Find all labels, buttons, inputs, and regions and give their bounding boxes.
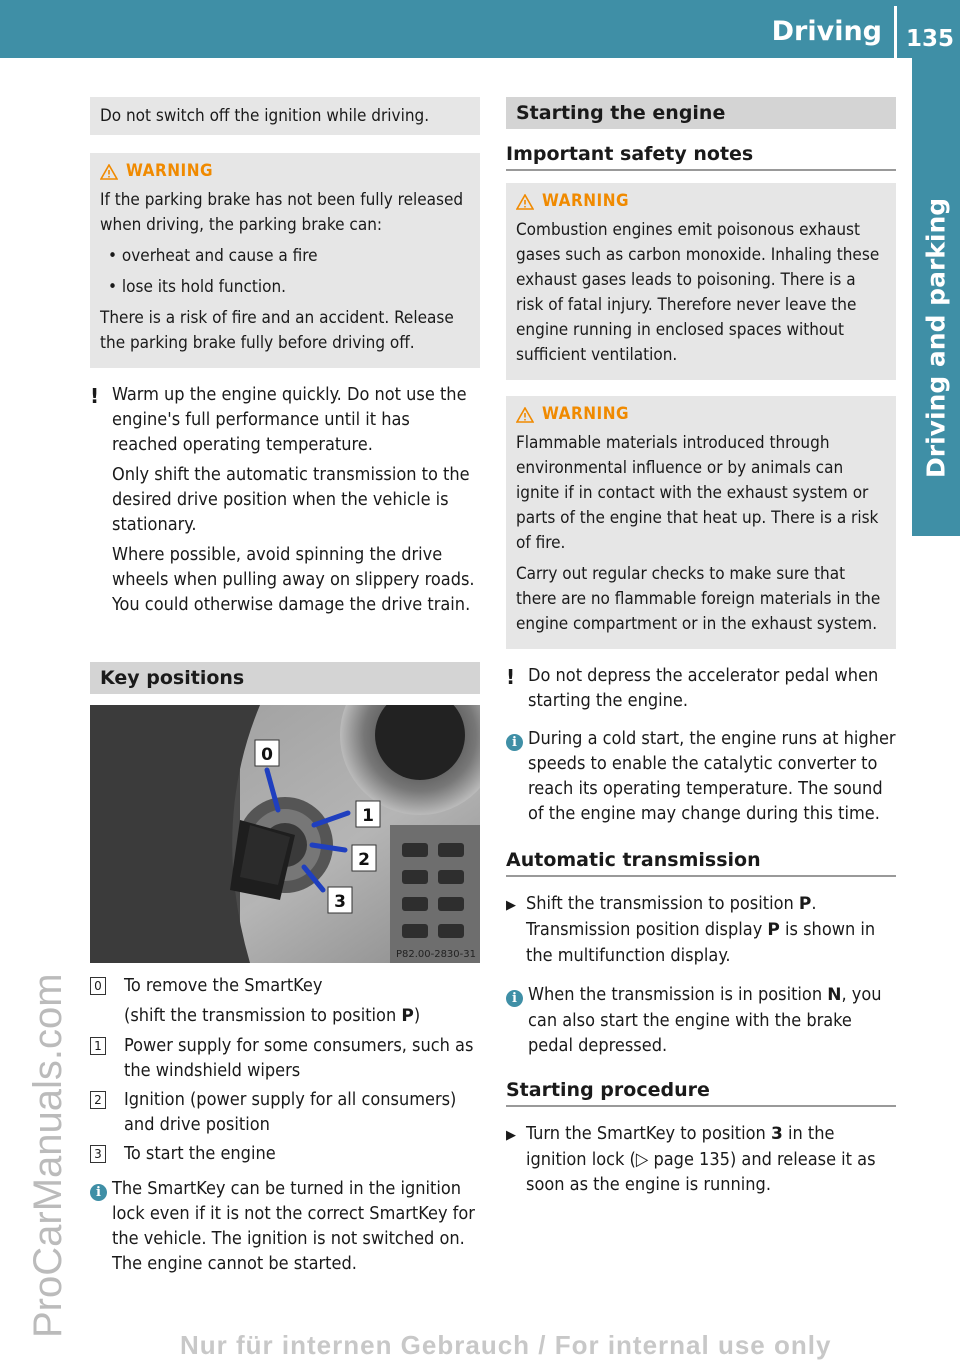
header-section-title: Driving [771, 16, 882, 47]
side-tab-label: Driving and parking [921, 197, 951, 478]
header-divider [894, 6, 897, 58]
exhaust-gas-warning: WARNING Combustion engines emit poisonous exhaust gases such as carbon monoxide. Inhaling these exhaust gases leads to poisoning. There is a risk of fatal injury. Therefore never leave the engine running in enclosed spaces without sufficient ventilation. [506, 183, 896, 380]
step-arrow-icon: ▶ [506, 1128, 516, 1143]
ignition-lock-photo [90, 705, 480, 963]
right-column [506, 97, 896, 1197]
ignition-note: Do not switch off the ignition while driving. [90, 97, 480, 135]
starting-engine-heading: Starting the engine [506, 97, 896, 129]
position-number: 3 [90, 1145, 106, 1163]
exclamation-icon: ! [90, 384, 100, 408]
key-label-2: 2 [358, 850, 370, 870]
image-code: P82.00-2830-31 [395, 949, 476, 960]
caution-paragraph: Where possible, avoid spinning the drive wheels when pulling away on slippery roads. You could otherwise damage the drive train. [112, 544, 475, 615]
legend-item: 0 To remove the SmartKey (shift the transmission to position P) [90, 973, 480, 1029]
exclamation-icon: ! [506, 665, 516, 689]
info-icon: i [90, 1184, 107, 1201]
flammable-materials-warning: WARNING Flammable materials introduced through environmental influence or by animals can ignite if in contact with the exhaust system or parts of the engine that heat up. There is a risk of fire. Carry out regular checks to make sure that there are no flammable foreign materials in the engine compartment or in the exhaust system. [506, 396, 896, 649]
warning-title: WARNING [516, 402, 886, 427]
bottom-watermark: Nur für internen Gebrauch / For internal use only [180, 1330, 832, 1360]
accelerator-caution-note: ! Do not depress the accelerator pedal when starting the engine. [506, 665, 879, 711]
caution-paragraph: Only shift the automatic transmission to the desired drive position when the vehicle is stationary. [112, 464, 470, 535]
key-label-1: 1 [362, 806, 374, 826]
automatic-transmission-heading: Automatic transmission [506, 849, 896, 877]
caution-paragraph: Warm up the engine quickly. Do not use the engine's full performance until it has reached operating temperature. [112, 384, 467, 455]
instruction-step: ▶ Turn the SmartKey to position 3 in the ignition lock (▷ page 135) and release it as soon as the engine is running. [506, 1123, 876, 1195]
info-icon: i [506, 990, 523, 1007]
position-number: 2 [90, 1091, 106, 1109]
warning-triangle-icon [100, 164, 118, 180]
cold-start-info-note: i During a cold start, the engine runs at higher speeds to enable the catalytic converter to reach its operating temperature. The sound of the engine may change during this time. [506, 726, 896, 831]
page-number: 135 [906, 26, 955, 52]
instruction-step: ▶ Shift the transmission to position P. Transmission position display P is shown in the multifunction display. [506, 893, 876, 966]
key-label-3: 3 [334, 892, 346, 912]
warning-title: WARNING [516, 189, 886, 214]
position-number: 1 [90, 1037, 106, 1055]
starting-procedure-heading: Starting procedure [506, 1079, 896, 1107]
warning-outro: There is a risk of fire and an accident. Release the parking brake fully before driving off. [100, 308, 454, 353]
safety-notes-heading: Important safety notes [506, 143, 896, 171]
info-icon: i [506, 734, 523, 751]
smartkey-info-note: i The SmartKey can be turned in the ignition lock even if it is not the correct SmartKey for the vehicle. The ignition is not switched on. The engine cannot be started. [90, 1176, 480, 1281]
caution-note [90, 382, 480, 622]
side-watermark: ProCarManuals.com [26, 973, 70, 1338]
key-label-0: 0 [261, 745, 273, 765]
key-positions-legend [90, 973, 480, 1166]
warning-triangle-icon [516, 407, 534, 423]
warning-triangle-icon [516, 194, 534, 210]
key-positions-heading: Key positions [90, 662, 480, 694]
warning-bullet: • overheat and cause a fire [100, 244, 470, 269]
warning-bullet: • lose its hold function. [100, 275, 470, 300]
step-arrow-icon: ▶ [506, 898, 516, 913]
legend-item: 3 To start the engine [90, 1141, 480, 1166]
neutral-info-note: i When the transmission is in position N, you can also start the engine with the brake pedal depressed. [506, 982, 896, 1063]
warning-intro: If the parking brake has not been fully released when driving, the parking brake can: [100, 190, 464, 235]
warning-title: WARNING [100, 159, 470, 184]
position-number: 0 [90, 977, 106, 995]
left-column [90, 97, 480, 1281]
legend-item: 1 Power supply for some consumers, such as the windshield wipers [90, 1033, 480, 1083]
legend-item: 2 Ignition (power supply for all consumers) and drive position [90, 1087, 480, 1137]
parking-brake-warning [90, 153, 480, 368]
